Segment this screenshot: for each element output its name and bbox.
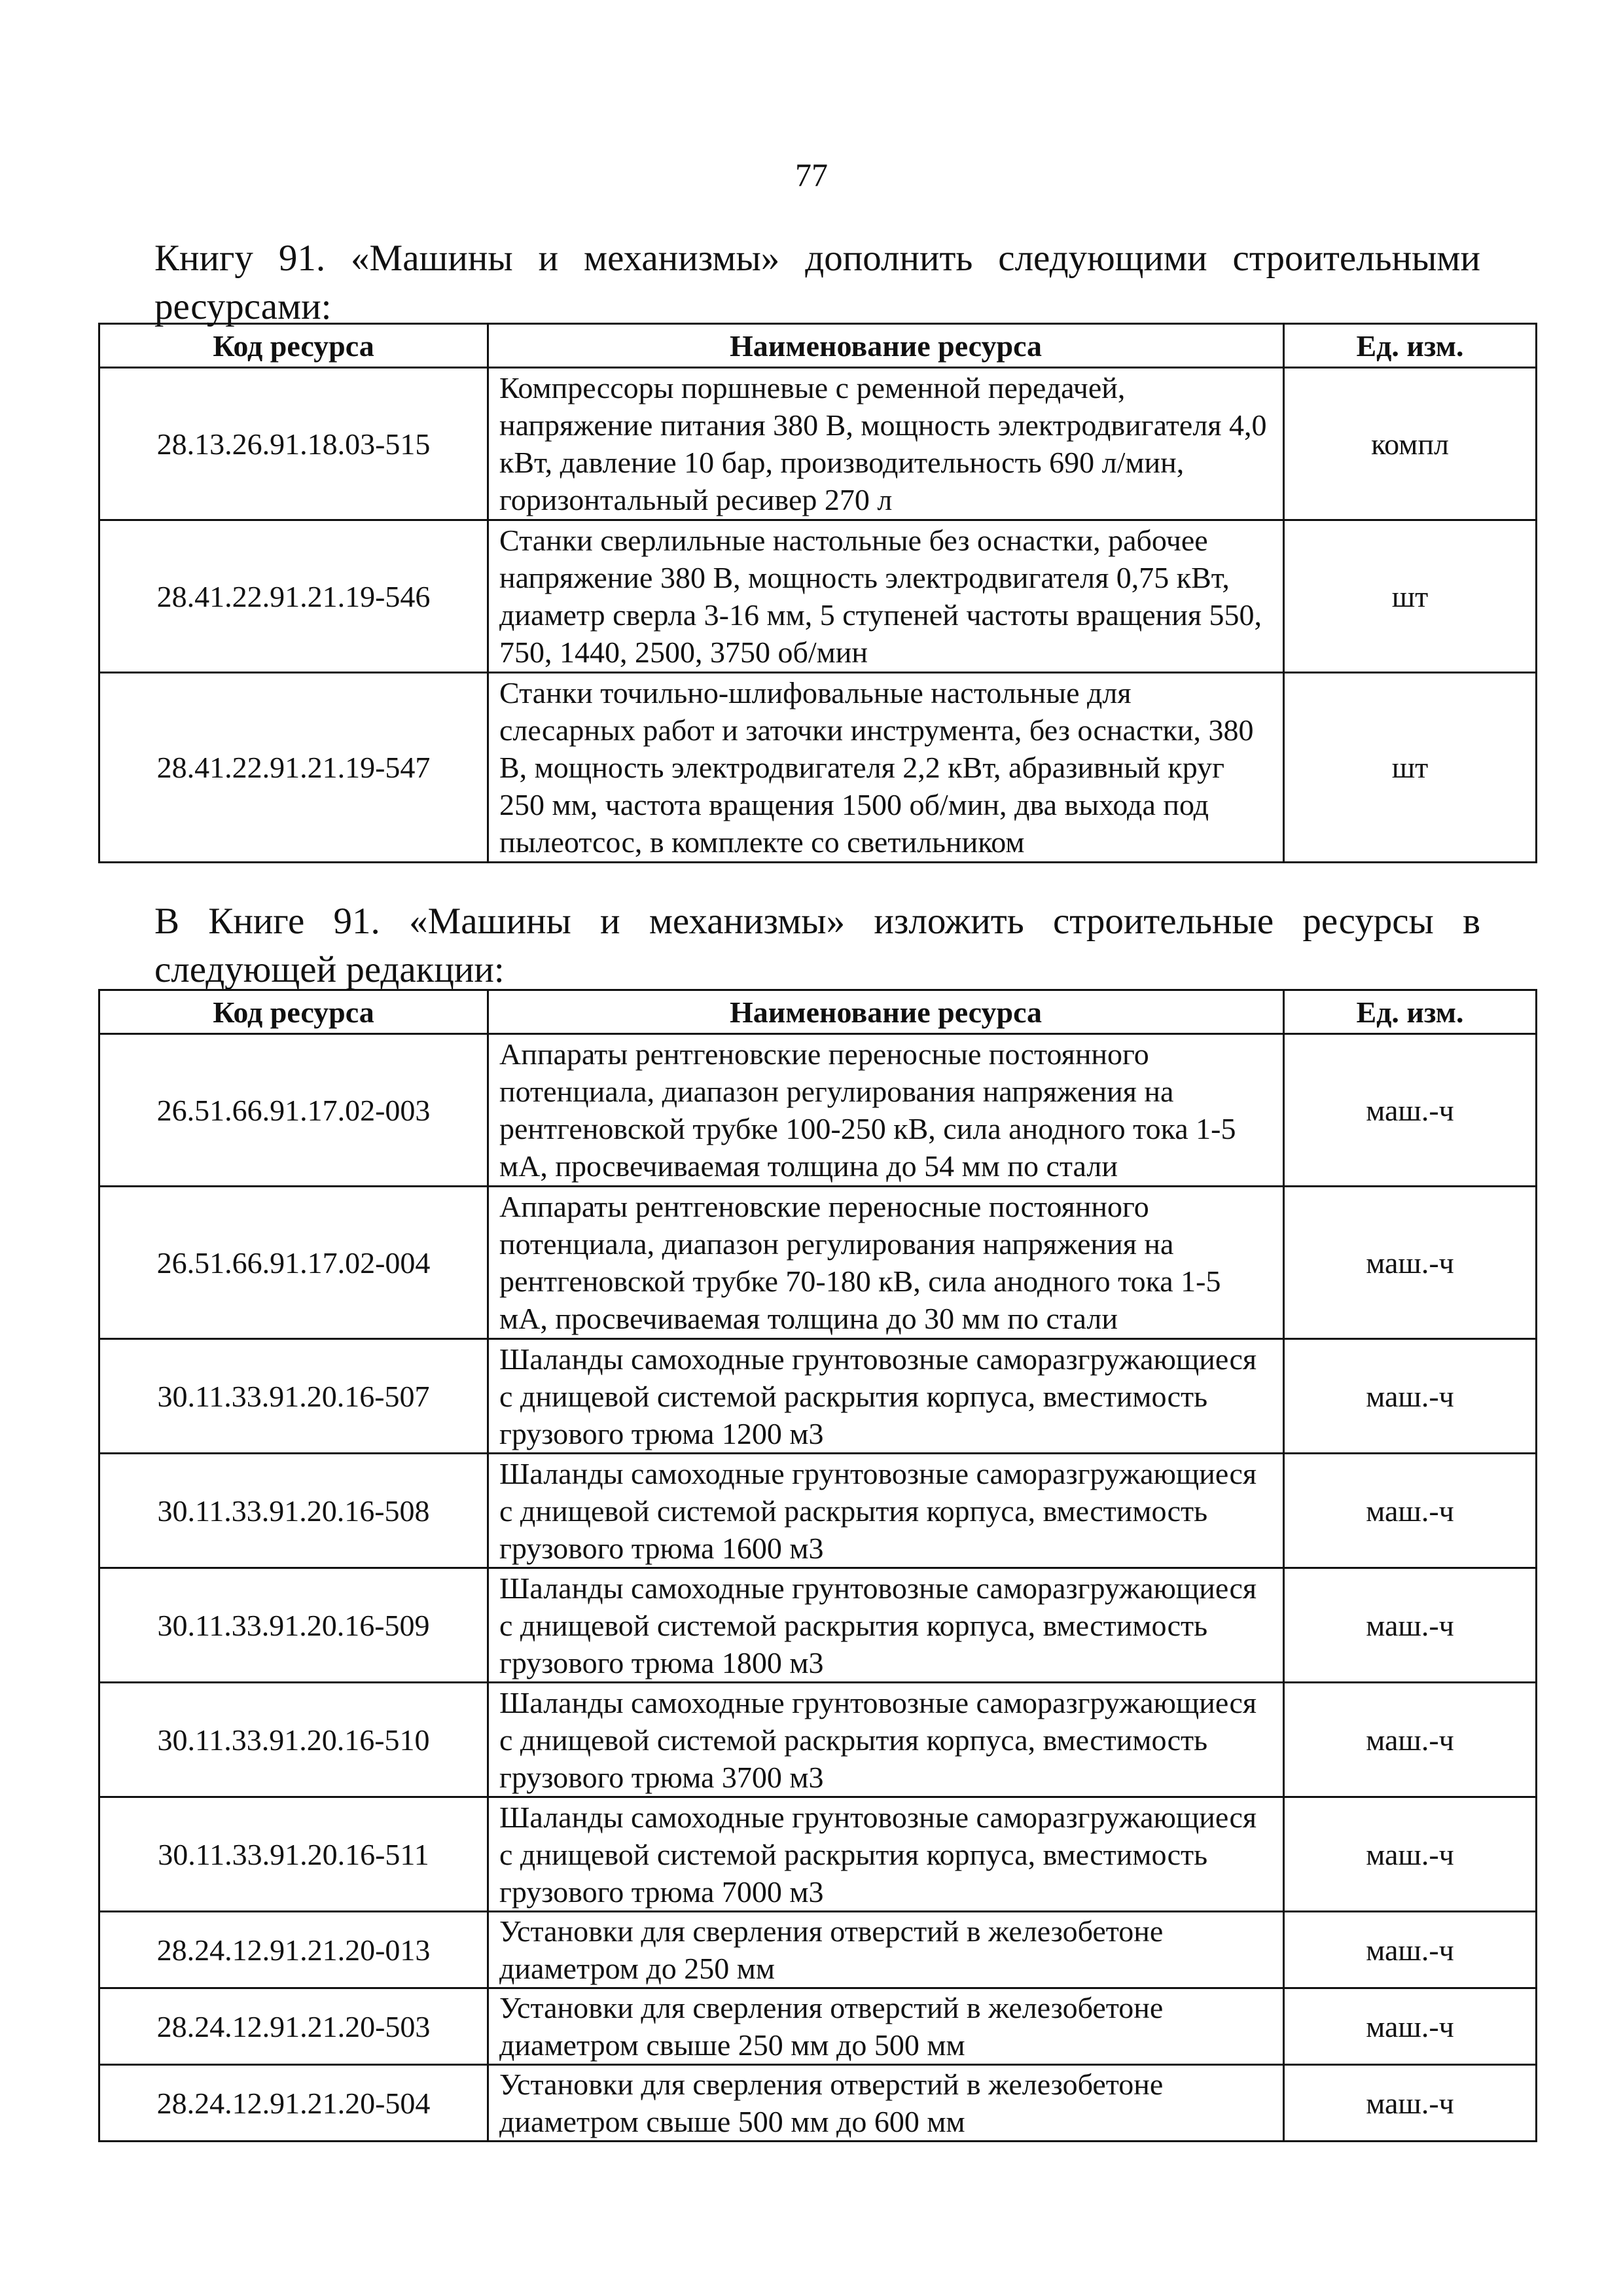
resource-unit: шт: [1284, 673, 1537, 863]
resource-unit: маш.-ч: [1284, 1454, 1537, 1568]
resource-name: Шаланды самоходные грунтовозные саморазгружающиеся с днищевой системой раскрытия корпуса, вместимость грузового трюма 7000 м3: [488, 1797, 1284, 1912]
table-row: [99, 1988, 1537, 2065]
resource-code: 28.41.22.91.21.19-547: [99, 673, 488, 863]
resource-code: 28.24.12.91.21.20-013: [99, 1912, 488, 1988]
table-row: [99, 1683, 1537, 1797]
table-row: [99, 1187, 1537, 1339]
header-name: Наименование ресурса: [488, 990, 1284, 1034]
resource-code: 28.24.12.91.21.20-504: [99, 2065, 488, 2142]
table-row: [99, 1454, 1537, 1568]
resource-name: Аппараты рентгеновские переносные постоянного потенциала, диапазон регулирования напряжения на рентгеновской трубке 70-180 кВ, сила анодного тока 1-5 мА, просвечиваемая толщина до 30 мм по стали: [488, 1187, 1284, 1339]
resource-name: Установки для сверления отверстий в железобетоне диаметром свыше 500 мм до 600 мм: [488, 2065, 1284, 2142]
resource-code: 28.41.22.91.21.19-546: [99, 520, 488, 673]
resource-code: 28.24.12.91.21.20-503: [99, 1988, 488, 2065]
resource-code: 26.51.66.91.17.02-004: [99, 1187, 488, 1339]
resource-unit: компл: [1284, 368, 1537, 520]
resource-unit: маш.-ч: [1284, 2065, 1537, 2142]
header-code: Код ресурса: [99, 324, 488, 368]
resource-unit: маш.-ч: [1284, 1034, 1537, 1187]
table-row: [99, 1034, 1537, 1187]
section1-intro: Книгу 91. «Машины и механизмы» дополнить следующими строительными ресурсами:: [154, 238, 1480, 327]
resource-name: Компрессоры поршневые с ременной передачей, напряжение питания 380 В, мощность электродвигателя 4,0 кВт, давление 10 бар, производительность 690 л/мин, горизонтальный ресивер 270 л: [488, 368, 1284, 520]
resource-unit: маш.-ч: [1284, 1988, 1537, 2065]
new-resources-table: [98, 323, 1537, 863]
resource-code: 30.11.33.91.20.16-511: [99, 1797, 488, 1912]
page-number: 77: [795, 156, 828, 193]
resource-name: Станки сверлильные настольные без оснастки, рабочее напряжение 380 В, мощность электродвигателя 0,75 кВт, диаметр сверла 3-16 мм, 5 ступеней частоты вращения 550, 750, 1440, 2500, 3750 об/мин: [488, 520, 1284, 673]
header-unit: Ед. изм.: [1284, 324, 1537, 368]
resource-name: Шаланды самоходные грунтовозные саморазгружающиеся с днищевой системой раскрытия корпуса, вместимость грузового трюма 3700 м3: [488, 1683, 1284, 1797]
table-row: [99, 1912, 1537, 1988]
table-row: [99, 368, 1537, 520]
table-row: [99, 1797, 1537, 1912]
header-name: Наименование ресурса: [488, 324, 1284, 368]
table-row: [99, 1339, 1537, 1454]
header-unit: Ед. изм.: [1284, 990, 1537, 1034]
section2-intro: В Книге 91. «Машины и механизмы» изложить строительные ресурсы в следующей редакции:: [154, 901, 1480, 990]
resource-code: 30.11.33.91.20.16-509: [99, 1568, 488, 1683]
resource-name: Станки точильно-шлифовальные настольные для слесарных работ и заточки инструмента, без оснастки, 380 В, мощность электродвигателя 2,2 кВт, абразивный круг 250 мм, частота вращения 1500 об/мин, два выхода под пылеотсос, в комплекте со светильником: [488, 673, 1284, 863]
resource-code: 30.11.33.91.20.16-510: [99, 1683, 488, 1797]
resource-unit: маш.-ч: [1284, 1339, 1537, 1454]
resource-code: 30.11.33.91.20.16-508: [99, 1454, 488, 1568]
table-row: [99, 520, 1537, 673]
table-row: [99, 1568, 1537, 1683]
revised-resources-table: [98, 989, 1537, 2142]
resource-unit: маш.-ч: [1284, 1187, 1537, 1339]
resource-name: Шаланды самоходные грунтовозные саморазгружающиеся с днищевой системой раскрытия корпуса, вместимость грузового трюма 1800 м3: [488, 1568, 1284, 1683]
resource-name: Установки для сверления отверстий в железобетоне диаметром свыше 250 мм до 500 мм: [488, 1988, 1284, 2065]
table-row: [99, 2065, 1537, 2142]
resource-unit: маш.-ч: [1284, 1797, 1537, 1912]
resource-name: Аппараты рентгеновские переносные постоянного потенциала, диапазон регулирования напряжения на рентгеновской трубке 100-250 кВ, сила анодного тока 1-5 мА, просвечиваемая толщина до 54 мм по стали: [488, 1034, 1284, 1187]
resource-code: 26.51.66.91.17.02-003: [99, 1034, 488, 1187]
table-header-row: [99, 324, 1537, 368]
table-header-row: [99, 990, 1537, 1034]
resource-unit: шт: [1284, 520, 1537, 673]
resource-code: 30.11.33.91.20.16-507: [99, 1339, 488, 1454]
resource-unit: маш.-ч: [1284, 1912, 1537, 1988]
resource-unit: маш.-ч: [1284, 1568, 1537, 1683]
header-code: Код ресурса: [99, 990, 488, 1034]
resource-name: Установки для сверления отверстий в железобетоне диаметром до 250 мм: [488, 1912, 1284, 1988]
table-row: [99, 673, 1537, 863]
resource-code: 28.13.26.91.18.03-515: [99, 368, 488, 520]
resource-name: Шаланды самоходные грунтовозные саморазгружающиеся с днищевой системой раскрытия корпуса, вместимость грузового трюма 1600 м3: [488, 1454, 1284, 1568]
resource-name: Шаланды самоходные грунтовозные саморазгружающиеся с днищевой системой раскрытия корпуса, вместимость грузового трюма 1200 м3: [488, 1339, 1284, 1454]
resource-unit: маш.-ч: [1284, 1683, 1537, 1797]
